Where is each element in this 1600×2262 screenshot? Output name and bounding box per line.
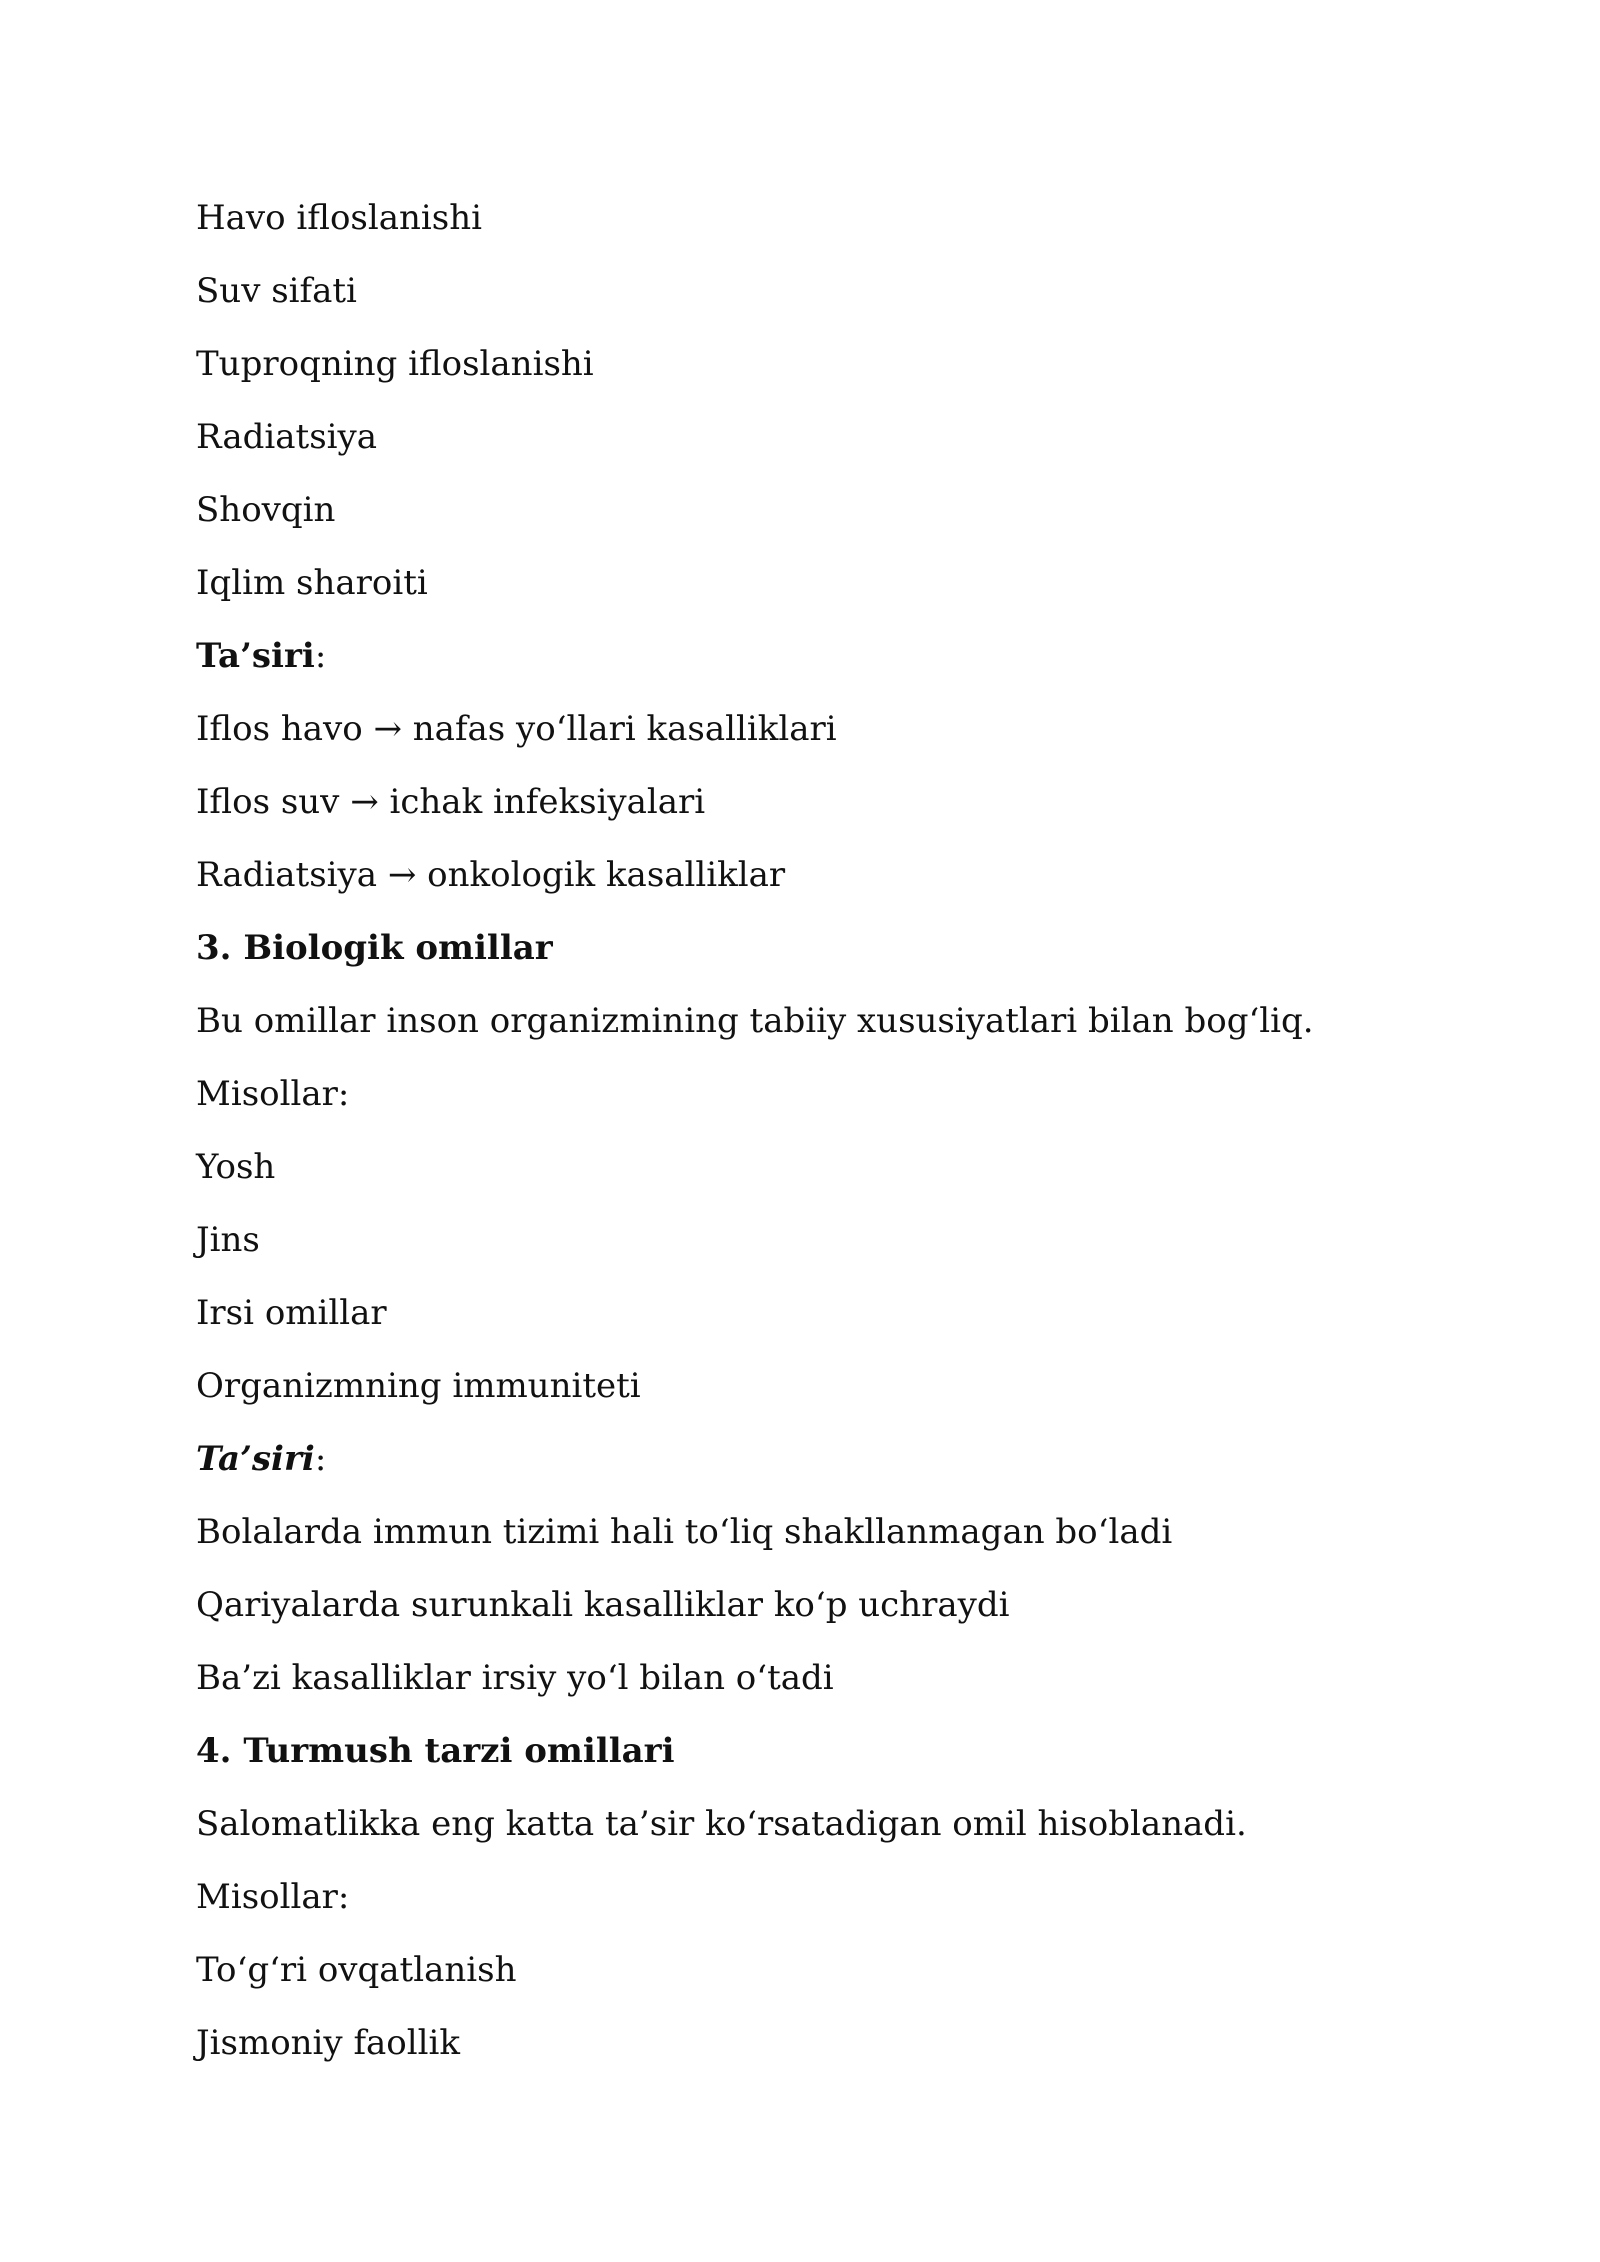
list-item: Jismoniy faollik — [196, 2023, 460, 2063]
list-item: Havo ifloslanishi — [196, 198, 483, 238]
examples-label: Misollar: — [196, 1877, 350, 1917]
list-item: Iflos suv → ichak infeksiyalari — [196, 782, 706, 822]
list-item: Iqlim sharoiti — [196, 563, 428, 603]
list-item: Shovqin — [196, 490, 336, 530]
effects-label — [196, 628, 1436, 701]
list-item: Iflos havo → nafas yo‘llari kasalliklari — [196, 709, 837, 749]
list-item: Organizmning immuniteti — [196, 1366, 641, 1406]
list-item: Irsi omillar — [196, 1293, 387, 1333]
effects-label-colon: : — [314, 636, 327, 676]
list-item: To‘g‘ri ovqatlanish — [196, 1950, 517, 1990]
section-heading: 3. Biologik omillar — [196, 928, 553, 968]
list-item: Radiatsiya — [196, 417, 378, 457]
effects-label-text: Ta’siri — [196, 1439, 315, 1479]
effects-label-text: Ta’siri — [196, 636, 315, 676]
document-content — [196, 190, 1436, 2088]
list-item: Radiatsiya → onkologik kasalliklar — [196, 855, 786, 895]
examples-label: Misollar: — [196, 1074, 350, 1114]
list-item: Qariyalarda surunkali kasalliklar ko‘p uchraydi — [196, 1585, 1010, 1625]
effects-label — [196, 1431, 1436, 1504]
list-item: Suv sifati — [196, 271, 357, 311]
effects-label-colon: : — [314, 1439, 327, 1479]
paragraph: Bu omillar inson organizmining tabiiy xususiyatlari bilan bog‘liq. — [196, 1001, 1314, 1041]
list-item: Tuproqning ifloslanishi — [196, 344, 594, 384]
list-item: Jins — [196, 1220, 260, 1260]
list-item: Yosh — [196, 1147, 276, 1187]
section-heading: 4. Turmush tarzi omillari — [196, 1731, 675, 1771]
list-item: Bolalarda immun tizimi hali to‘liq shakllanmagan bo‘ladi — [196, 1512, 1173, 1552]
paragraph: Salomatlikka eng katta ta’sir ko‘rsatadigan omil hisoblanadi. — [196, 1804, 1247, 1844]
list-item: Ba’zi kasalliklar irsiy yo‘l bilan o‘tadi — [196, 1658, 834, 1698]
